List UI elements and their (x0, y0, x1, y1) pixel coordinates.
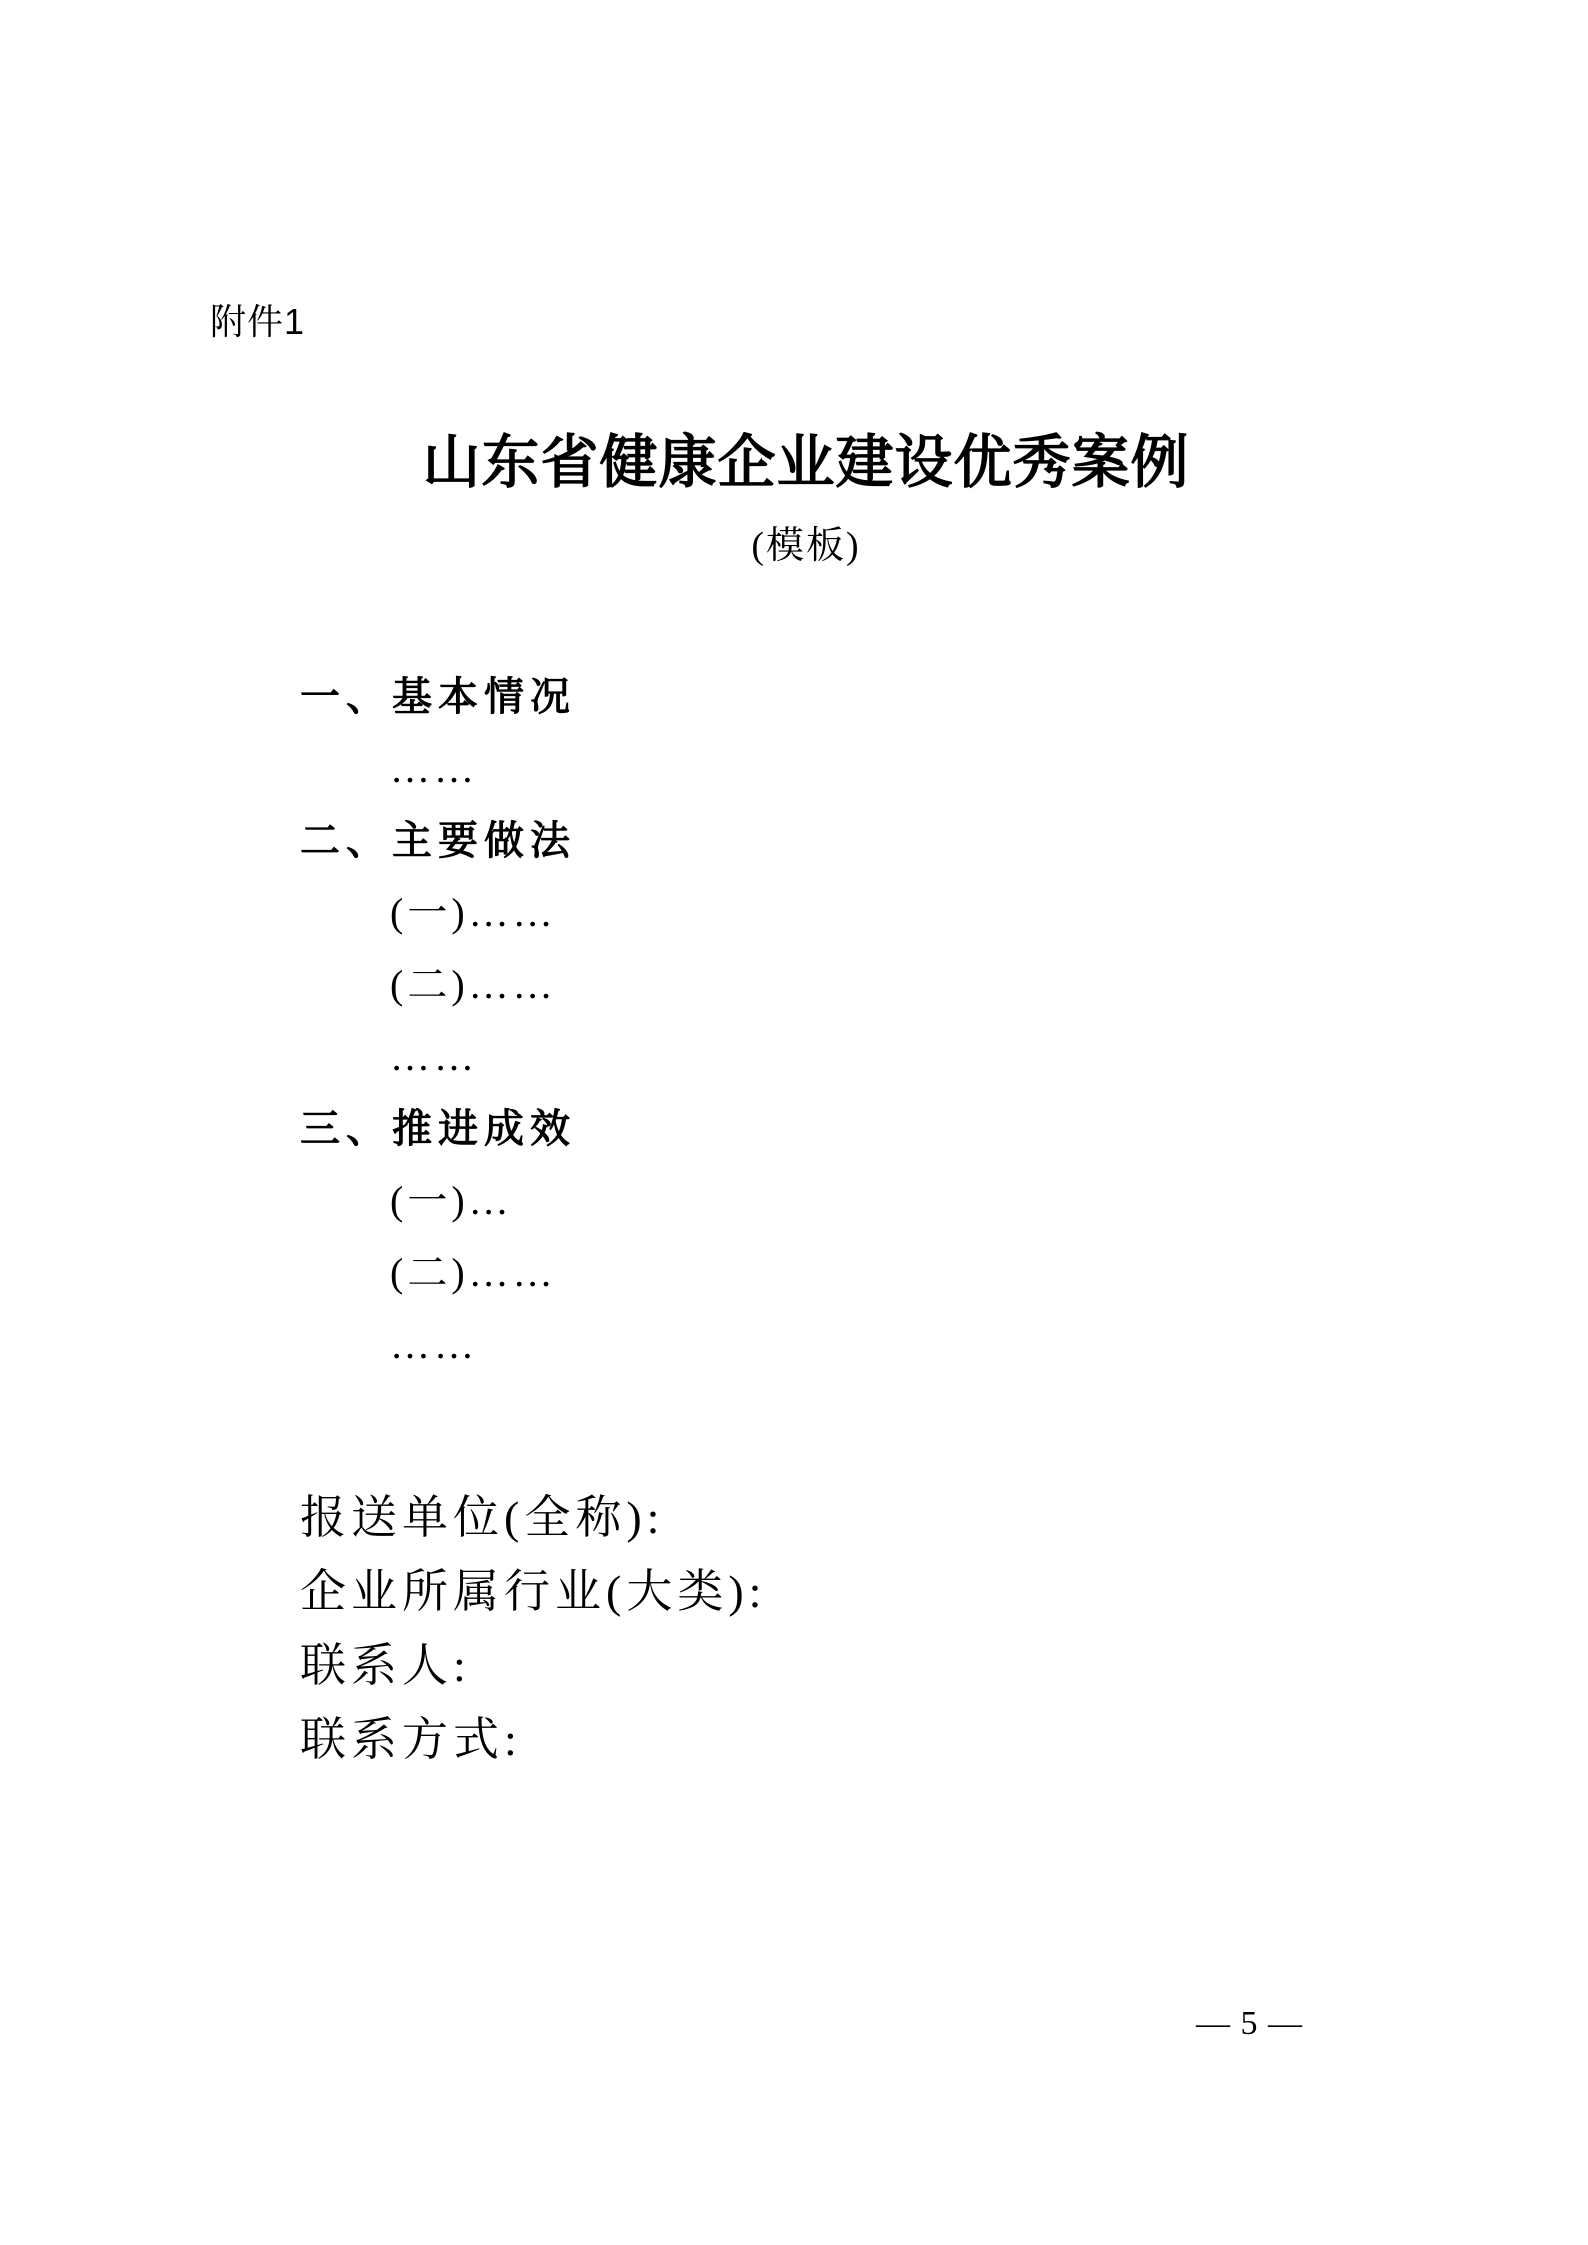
outline-ellipsis: …… (390, 1322, 478, 1367)
outline-heading-1: 一、基本情况 (300, 675, 576, 719)
contact-line-industry: 企业所属行业(大类): (300, 1566, 767, 1617)
contact-line-method: 联系方式: (300, 1714, 522, 1765)
document-title: 山东省健康企业建设优秀案例 (422, 430, 1190, 495)
outline-subitem: (一)… (390, 1178, 513, 1223)
document-subtitle: (模板) (751, 525, 861, 567)
outline-ellipsis: …… (390, 1034, 478, 1079)
outline-ellipsis: …… (390, 746, 478, 791)
attachment-label: 附件1 (210, 301, 306, 342)
page-number: — 5 — (1196, 2005, 1303, 2042)
outline-heading-2: 二、主要做法 (300, 819, 576, 863)
outline-heading-3: 三、推进成效 (300, 1107, 576, 1151)
contact-line-person: 联系人: (300, 1640, 471, 1691)
outline-subitem: (二)…… (390, 1250, 557, 1295)
contact-section (300, 1481, 1402, 1777)
outline-section (210, 661, 1402, 1381)
outline-subitem: (一)…… (390, 890, 557, 935)
outline-subitem: (二)…… (390, 962, 557, 1007)
contact-line-unit: 报送单位(全称): (300, 1492, 665, 1543)
